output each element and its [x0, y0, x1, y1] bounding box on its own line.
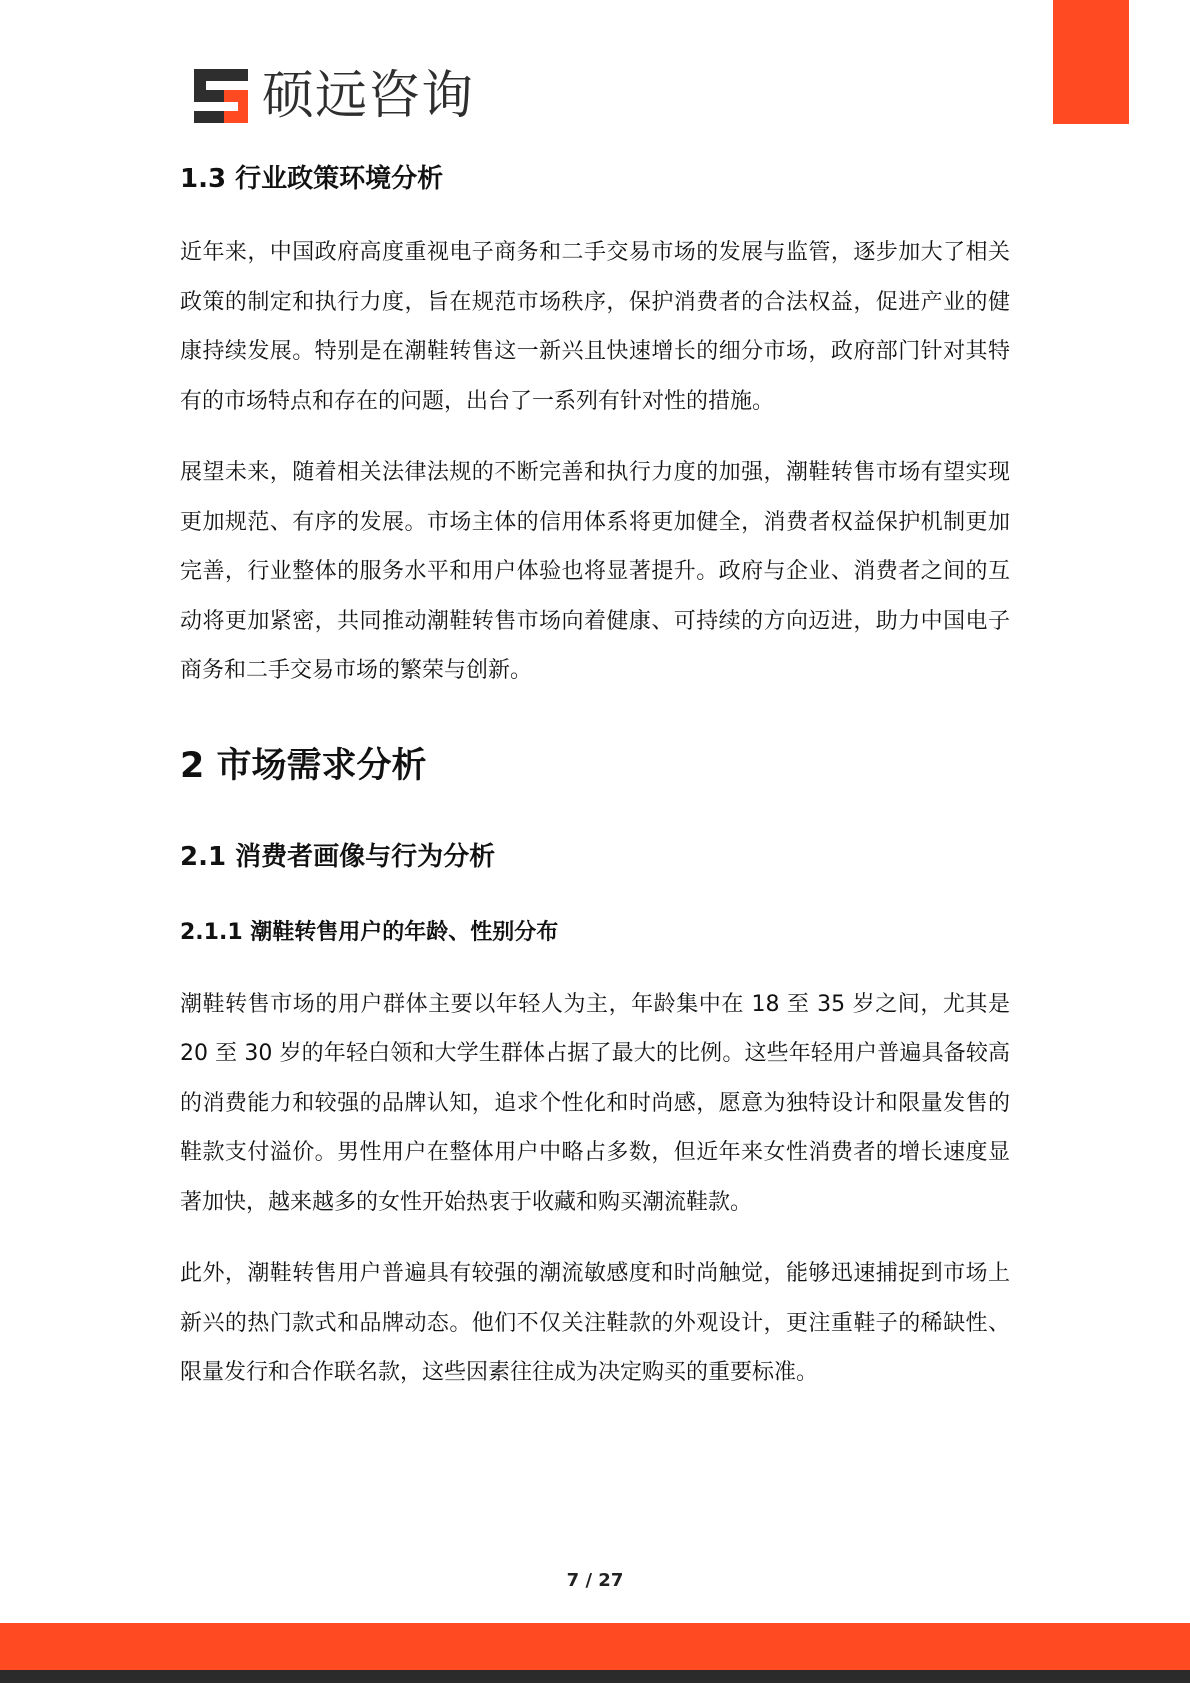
paragraph: 近年来，中国政府高度重视电子商务和二手交易市场的发展与监管，逐步加大了相关政策的制定和执行力度，旨在规范市场秩序，保护消费者的合法权益，促进产业的健康持续发展。特别是在潮鞋转售这一新兴且快速增长的细分市场，政府部门针对其特有的市场特点和存在的问题，出台了一系列有针对性的措施。: [180, 240, 1010, 414]
paragraph: 展望未来，随着相关法律法规的不断完善和执行力度的加强，潮鞋转售市场有望实现更加规范、有序的发展。市场主体的信用体系将更加健全，消费者权益保护机制更加完善，行业整体的服务水平和用户体验也将显著提升。政府与企业、消费者之间的互动将更加紧密，共同推动潮鞋转售市场向着健康、可持续的方向迈进，助力中国电子商务和二手交易市场的繁荣与创新。: [180, 460, 1010, 683]
paragraph: 此外，潮鞋转售用户普遍具有较强的潮流敏感度和时尚触觉，能够迅速捕捉到市场上新兴的热门款式和品牌动态。他们不仅关注鞋款的外观设计，更注重鞋子的稀缺性、限量发行和合作联名款，这些因素往往成为决定购买的重要标准。: [180, 1261, 1010, 1385]
brand-name: 硕远咨询: [262, 66, 475, 126]
footer-accent-bar: [0, 1623, 1190, 1670]
section-heading-2-1-1: 2.1.1 潮鞋转售用户的年龄、性别分布: [180, 919, 559, 945]
footer-dark-strip: [0, 1670, 1190, 1683]
corner-accent-block: [1053, 0, 1129, 124]
page-number: 7 / 27: [566, 1570, 624, 1591]
section-heading-2-1: 2.1 消费者画像与行为分析: [180, 841, 496, 872]
paragraph: 潮鞋转售市场的用户群体主要以年轻人为主，年龄集中在 18 至 35 岁之间，尤其是 20 至 30 岁的年轻白领和大学生群体占据了最大的比例。这些年轻用户普遍具备较高的消费能力和较强的品牌认知，追求个性化和时尚感，愿意为独特设计和限量发售的鞋款支付溢价。男性用户在整体用户中略占多数，但近年来女性消费者的增长速度显著加快，越来越多的女性开始热衷于收藏和购买潮流鞋款。: [180, 991, 1010, 1215]
section-heading-1-3: 1.3 行业政策环境分析: [180, 164, 444, 194]
section-heading-2: 2 市场需求分析: [180, 745, 427, 786]
s-mark-icon: [194, 69, 248, 123]
brand-logo: [194, 66, 474, 126]
document-body: [180, 150, 1010, 1398]
